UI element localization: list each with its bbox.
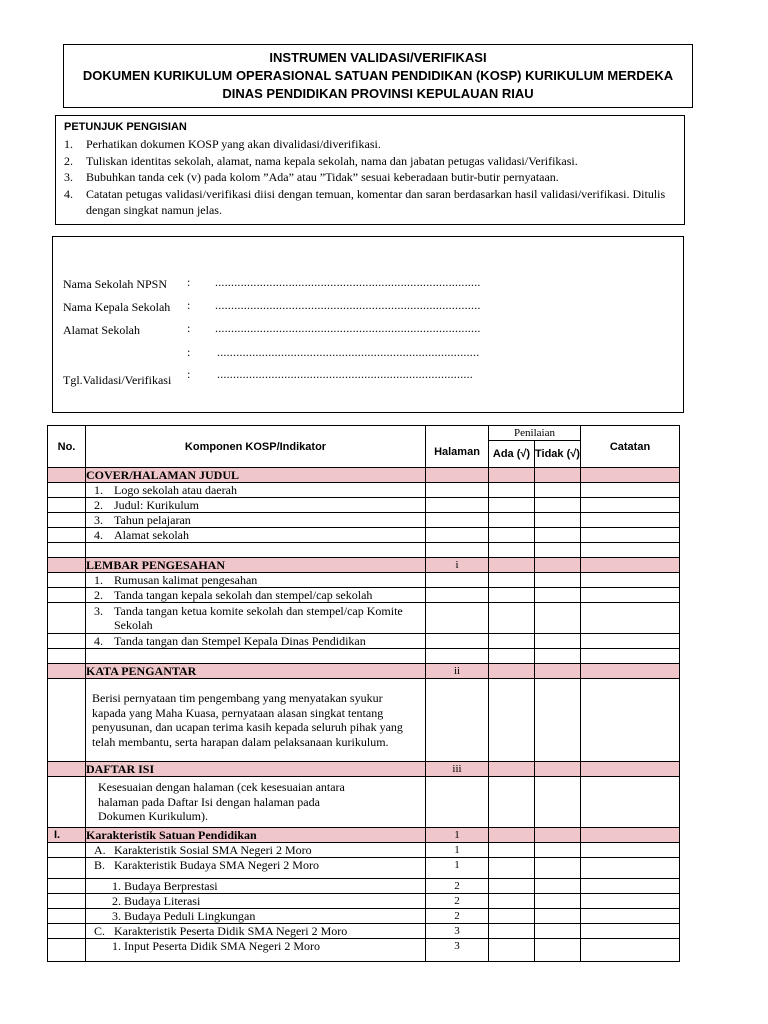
notes-cell[interactable] (581, 528, 680, 543)
spacer-row (48, 649, 680, 664)
table-row: 3. Budaya Peduli Lingkungan 2 (48, 908, 680, 923)
check-yes[interactable] (489, 634, 535, 649)
check-yes[interactable] (489, 573, 535, 588)
check-yes[interactable] (489, 878, 535, 893)
check-no[interactable] (535, 827, 581, 842)
check-no[interactable] (535, 603, 581, 634)
check-no[interactable] (535, 857, 581, 878)
table-row: B. Karakteristik Budaya SMA Negeri 2 Moro 1 (48, 857, 680, 878)
notes-cell[interactable] (581, 513, 680, 528)
notes-cell[interactable] (581, 664, 680, 679)
check-yes[interactable] (489, 558, 535, 573)
spacer-row (48, 543, 680, 558)
check-no[interactable] (535, 878, 581, 893)
notes-cell[interactable] (581, 893, 680, 908)
table-row (48, 777, 680, 828)
check-yes[interactable] (489, 664, 535, 679)
notes-cell[interactable] (581, 603, 680, 634)
header-no-check: Tidak (√) (535, 441, 581, 468)
title-line-1: INSTRUMEN VALIDASI/VERIFIKASI (269, 50, 487, 65)
section-row-karakteristik (48, 827, 680, 842)
table-row: 4. Tanda tangan dan Stempel Kepala Dinas Pendidikan (48, 634, 680, 649)
header-notes: Catatan (581, 426, 680, 468)
check-yes[interactable] (489, 468, 535, 483)
header-page: Halaman (426, 426, 489, 468)
check-no[interactable] (535, 483, 581, 498)
section-title: COVER/HALAMAN JUDUL (86, 468, 426, 483)
table-row (48, 679, 680, 762)
section-number: I. (48, 827, 86, 842)
check-no[interactable] (535, 573, 581, 588)
instruction-item: 4. Catatan petugas validasi/verifikasi diisi dengan temuan, komentar dan saran berdasarkan hasil validasi/verifikasi. Ditulis dengan singkat namun jelas. (64, 186, 666, 217)
check-yes[interactable] (489, 513, 535, 528)
notes-cell[interactable] (581, 908, 680, 923)
instructions-heading: PETUNJUK PENGISIAN (64, 121, 187, 133)
check-no[interactable] (535, 777, 581, 828)
check-yes[interactable] (489, 777, 535, 828)
notes-cell[interactable] (581, 842, 680, 857)
notes-cell[interactable] (581, 777, 680, 828)
section-title: LEMBAR PENGESAHAN (86, 558, 426, 573)
check-no[interactable] (535, 923, 581, 938)
table-row: 1. Input Peserta Didik SMA Negeri 2 Moro 3 (48, 938, 680, 961)
notes-cell[interactable] (581, 923, 680, 938)
table-row: 1. Logo sekolah atau daerah (48, 483, 680, 498)
table-row: 2. Tanda tangan kepala sekolah dan stempel/cap sekolah (48, 588, 680, 603)
check-no[interactable] (535, 634, 581, 649)
instruction-item: 2. Tuliskan identitas sekolah, alamat, nama kepala sekolah, nama dan jabatan petugas validasi/Verifikasi. (64, 153, 578, 168)
check-yes[interactable] (489, 588, 535, 603)
table-row: 2. Judul: Kurikulum (48, 498, 680, 513)
check-yes[interactable] (489, 938, 535, 961)
table-row: 2. Budaya Literasi 2 (48, 893, 680, 908)
instructions-box (55, 115, 685, 225)
check-yes[interactable] (489, 483, 535, 498)
check-no[interactable] (535, 558, 581, 573)
notes-cell[interactable] (581, 762, 680, 777)
header-component: Komponen KOSP/Indikator (86, 426, 426, 468)
table-row: 1. Rumusan kalimat pengesahan (48, 573, 680, 588)
section-title: KATA PENGANTAR (86, 664, 426, 679)
section-title: DAFTAR ISI (86, 762, 426, 777)
kosp-checklist-table (47, 425, 680, 962)
page-number: i (426, 558, 489, 573)
section-row-pengesahan (48, 558, 680, 573)
notes-cell[interactable] (581, 498, 680, 513)
check-no[interactable] (535, 938, 581, 961)
check-no[interactable] (535, 513, 581, 528)
check-yes[interactable] (489, 842, 535, 857)
notes-cell[interactable] (581, 878, 680, 893)
page-number: ii (426, 664, 489, 679)
section-title: Karakteristik Satuan Pendidikan (86, 827, 426, 842)
notes-cell[interactable] (581, 468, 680, 483)
instructions-list (56, 136, 666, 219)
table-row: C. Karakteristik Peserta Didik SMA Negeri 2 Moro 3 (48, 923, 680, 938)
title-line-3: DINAS PENDIDIKAN PROVINSI KEPULAUAN RIAU (222, 86, 534, 101)
table-row: 1. Budaya Berprestasi 2 (48, 878, 680, 893)
check-no[interactable] (535, 908, 581, 923)
title-line-2: DOKUMEN KURIKULUM OPERASIONAL SATUAN PENDIDIKAN (KOSP) KURIKULUM MERDEKA (82, 68, 674, 83)
check-yes[interactable] (489, 498, 535, 513)
notes-cell[interactable] (581, 827, 680, 842)
section-row-daftar-isi (48, 762, 680, 777)
check-no[interactable] (535, 664, 581, 679)
check-no[interactable] (535, 679, 581, 762)
table-row: 3. Tahun pelajaran (48, 513, 680, 528)
check-yes[interactable] (489, 857, 535, 878)
document-title-box (63, 44, 693, 108)
table-row: A. Karakteristik Sosial SMA Negeri 2 Moro 1 (48, 842, 680, 857)
table-row: 4. Alamat sekolah (48, 528, 680, 543)
notes-cell[interactable] (581, 573, 680, 588)
check-no[interactable] (535, 528, 581, 543)
check-yes[interactable] (489, 762, 535, 777)
check-yes[interactable] (489, 923, 535, 938)
check-no[interactable] (535, 842, 581, 857)
check-no[interactable] (535, 468, 581, 483)
table-row: 3. Tanda tangan ketua komite sekolah dan stempel/cap Komite Sekolah (48, 603, 680, 634)
check-yes[interactable] (489, 679, 535, 762)
notes-cell[interactable] (581, 588, 680, 603)
check-yes[interactable] (489, 528, 535, 543)
notes-cell[interactable] (581, 483, 680, 498)
header-no: No. (48, 426, 86, 468)
page-number: iii (426, 762, 489, 777)
notes-cell[interactable] (581, 558, 680, 573)
notes-cell[interactable] (581, 679, 680, 762)
paragraph-cell: Berisi pernyataan tim pengembang yang menyatakan syukur kapada yang Maha Kuasa, pernyataan alasan singkat tentang penyusunan, dan ucapan terima kasih kepada seluruh pihak yang telah membantu, serta harapan dalam pelaksanaan kurikulum. (86, 679, 426, 762)
check-yes[interactable] (489, 893, 535, 908)
header-yes: Ada (√) (489, 441, 535, 468)
notes-cell[interactable] (581, 634, 680, 649)
section-row-cover (48, 468, 680, 483)
notes-cell[interactable] (581, 857, 680, 878)
header-assessment: Penilaian (489, 426, 581, 441)
school-identity-box: Nama Sekolah NPSN : ................................................................................... Nama Kepala Sekolah : ................................................................................... Alamat Sekolah : ................................................................................... : .................................................................................. Tgl.Validasi/Verifikasi : ................................................................................ (52, 236, 684, 413)
check-no[interactable] (535, 498, 581, 513)
paragraph-cell: Kesesuaian dengan halaman (cek kesesuaian antara halaman pada Daftar Isi dengan halaman pada Dokumen Kurikulum). (86, 777, 426, 828)
check-yes[interactable] (489, 908, 535, 923)
check-no[interactable] (535, 762, 581, 777)
instruction-item: 3. Bubuhkan tanda cek (v) pada kolom ”Ada” atau ”Tidak” sesuai keberadaan butir-butir pernyataan. (64, 170, 559, 184)
check-yes[interactable] (489, 827, 535, 842)
check-no[interactable] (535, 588, 581, 603)
page-number: 1 (426, 827, 489, 842)
notes-cell[interactable] (581, 938, 680, 961)
section-row-pengantar (48, 664, 680, 679)
check-yes[interactable] (489, 603, 535, 634)
instruction-item: 1. Perhatikan dokumen KOSP yang akan divalidasi/diverifikasi. (64, 137, 381, 151)
check-no[interactable] (535, 893, 581, 908)
